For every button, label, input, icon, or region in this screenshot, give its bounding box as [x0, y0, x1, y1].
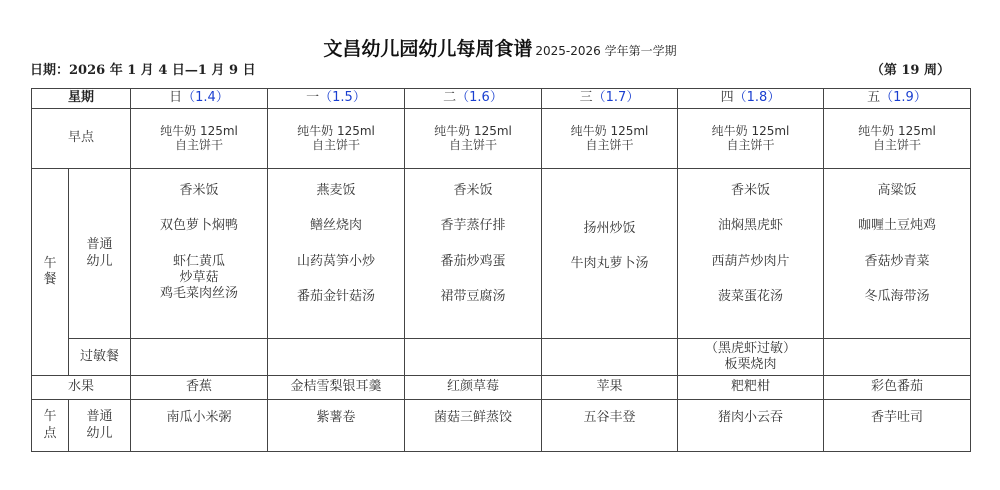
day-name: 三: [579, 90, 593, 106]
lunch-label-char: 餐: [43, 272, 57, 287]
dish: 油焖黑虎虾: [717, 218, 783, 234]
dish: 香米饭: [179, 183, 219, 198]
breakfast-cell: [678, 109, 824, 169]
breakfast-cell: [405, 109, 542, 169]
allergy-label: 过敏餐: [69, 339, 131, 376]
breakfast-item: 自主饼干: [872, 137, 921, 152]
fruit-cell: 香蕉: [131, 376, 268, 400]
dish: 香芋蒸仔排: [440, 218, 506, 234]
day-header-thu: [678, 89, 824, 109]
day-date: （1.4）: [182, 90, 229, 106]
lunch-cell-thu: [678, 169, 824, 339]
label-line: 普通: [86, 237, 113, 253]
page-title: 文昌幼儿园幼儿每周食谱: [323, 38, 533, 60]
fruit-label: 水果: [32, 376, 131, 400]
breakfast-item: 纯牛奶 125ml: [434, 124, 512, 139]
date-range: 日期：2026 年 1 月 4 日—1 月 9 日: [30, 63, 256, 78]
lunch-regular-row: [32, 169, 971, 339]
label-line: 幼儿: [86, 425, 113, 441]
allergy-cell-sun: [131, 339, 268, 376]
lunch-cell-mon: [268, 169, 405, 339]
dish: 鸡毛菜肉丝汤: [159, 286, 238, 301]
day-name: 二: [443, 90, 457, 106]
snack-cell: 五谷丰登: [542, 400, 678, 452]
afternoon-regular-label: [69, 400, 131, 452]
week-number: （第 19 周）: [870, 63, 950, 78]
dish: 山药莴笋小炒: [296, 253, 375, 269]
breakfast-item: 纯牛奶 125ml: [858, 124, 936, 139]
dish: 咖喱土豆炖鸡: [857, 218, 936, 234]
allergy-cell-thu: [678, 339, 824, 376]
dish: 扬州炒饭: [583, 221, 636, 236]
semester-label: 2025-2026 学年第一学期: [535, 44, 677, 58]
label-char: 点: [43, 425, 57, 441]
dish: 香米饭: [730, 183, 770, 198]
day-header-mon: [268, 89, 405, 109]
breakfast-cell: [542, 109, 678, 169]
dish: 炒草菇: [179, 269, 219, 285]
snack-cell: 香芋吐司: [824, 400, 971, 452]
breakfast-item: 自主饼干: [726, 137, 775, 152]
breakfast-cell: [268, 109, 405, 169]
snack-cell: 南瓜小米粥: [131, 400, 268, 452]
day-name: 日: [169, 90, 183, 106]
day-header-fri: [824, 89, 971, 109]
lunch-cell-tue: [405, 169, 542, 339]
breakfast-item: 纯牛奶 125ml: [711, 124, 790, 139]
fruit-row: [32, 376, 971, 400]
day-header-tue: [405, 89, 542, 109]
fruit-cell: 彩色番茄: [824, 376, 971, 400]
dish: 冬瓜海带汤: [864, 288, 930, 304]
dish: 牛肉丸萝卜汤: [570, 256, 649, 272]
allergy-cell-tue: [405, 339, 542, 376]
label-line: 普通: [86, 409, 113, 425]
day-date: （1.6）: [456, 90, 503, 106]
lunch-label: [32, 169, 69, 376]
breakfast-item: 纯牛奶 125ml: [570, 124, 649, 139]
day-date: （1.5）: [319, 90, 366, 106]
lunch-cell-wed: [542, 169, 678, 339]
day-name: 一: [306, 90, 320, 106]
afternoon-label: [32, 400, 69, 452]
day-date: （1.8）: [733, 90, 781, 106]
breakfast-item: 自主饼干: [174, 137, 223, 152]
snack-cell: 菌菇三鲜蒸饺: [405, 400, 542, 452]
dish: 番茄金针菇汤: [296, 288, 375, 304]
snack-cell: 猪肉小云吞: [678, 400, 824, 452]
lunch-cell-sun: [131, 169, 268, 339]
day-name: 五: [867, 90, 881, 106]
dish: 燕麦饭: [316, 183, 356, 198]
dish: 虾仁黄瓜: [172, 253, 225, 269]
dish: 香菇炒青菜: [864, 253, 930, 269]
afternoon-snack-row: [32, 400, 971, 452]
allergy-dish: 板栗烧肉: [724, 357, 777, 372]
dish: 双色萝卜焖鸭: [159, 218, 238, 234]
breakfast-row: [32, 109, 971, 169]
label-line: 幼儿: [86, 253, 113, 269]
lunch-label-char: 午: [43, 255, 57, 271]
header-row: [32, 89, 971, 109]
breakfast-item: 纯牛奶 125ml: [160, 124, 238, 139]
day-header-sun: [131, 89, 268, 109]
label-char: 午: [43, 409, 57, 425]
dish: 鳝丝烧肉: [309, 218, 362, 234]
breakfast-item: 纯牛奶 125ml: [297, 124, 375, 139]
allergy-cell-wed: [542, 339, 678, 376]
menu-title-bar: [0, 34, 1000, 61]
allergy-note: （黑虎虾过敏）: [704, 340, 796, 356]
fruit-cell: 粑粑柑: [678, 376, 824, 400]
day-date: （1.7）: [592, 90, 640, 106]
breakfast-item: 自主饼干: [585, 137, 634, 152]
snack-cell: 紫薯卷: [268, 400, 405, 452]
dish: 菠菜蛋花汤: [717, 288, 783, 304]
lunch-allergy-row: [32, 339, 971, 376]
breakfast-cell: [131, 109, 268, 169]
day-date: （1.9）: [880, 90, 927, 106]
lunch-cell-fri: [824, 169, 971, 339]
breakfast-cell: [824, 109, 971, 169]
weekly-menu-table: [31, 88, 971, 452]
dish: 西葫芦炒肉片: [711, 253, 790, 269]
breakfast-item: 自主饼干: [448, 137, 497, 152]
allergy-cell-mon: [268, 339, 405, 376]
dish: 番茄炒鸡蛋: [440, 253, 506, 269]
weekday-header-label: 星期: [32, 89, 131, 109]
day-name: 四: [720, 90, 734, 106]
fruit-cell: 苹果: [542, 376, 678, 400]
fruit-cell: 红颜草莓: [405, 376, 542, 400]
dish: 香米饭: [453, 183, 493, 198]
allergy-cell-fri: [824, 339, 971, 376]
dish: 高粱饭: [877, 183, 917, 198]
fruit-cell: 金桔雪梨银耳羹: [268, 376, 405, 400]
lunch-regular-label: [69, 169, 131, 339]
breakfast-item: 自主饼干: [311, 137, 360, 152]
dish: 裙带豆腐汤: [440, 288, 506, 304]
day-header-wed: [542, 89, 678, 109]
breakfast-label: 早点: [32, 109, 131, 169]
